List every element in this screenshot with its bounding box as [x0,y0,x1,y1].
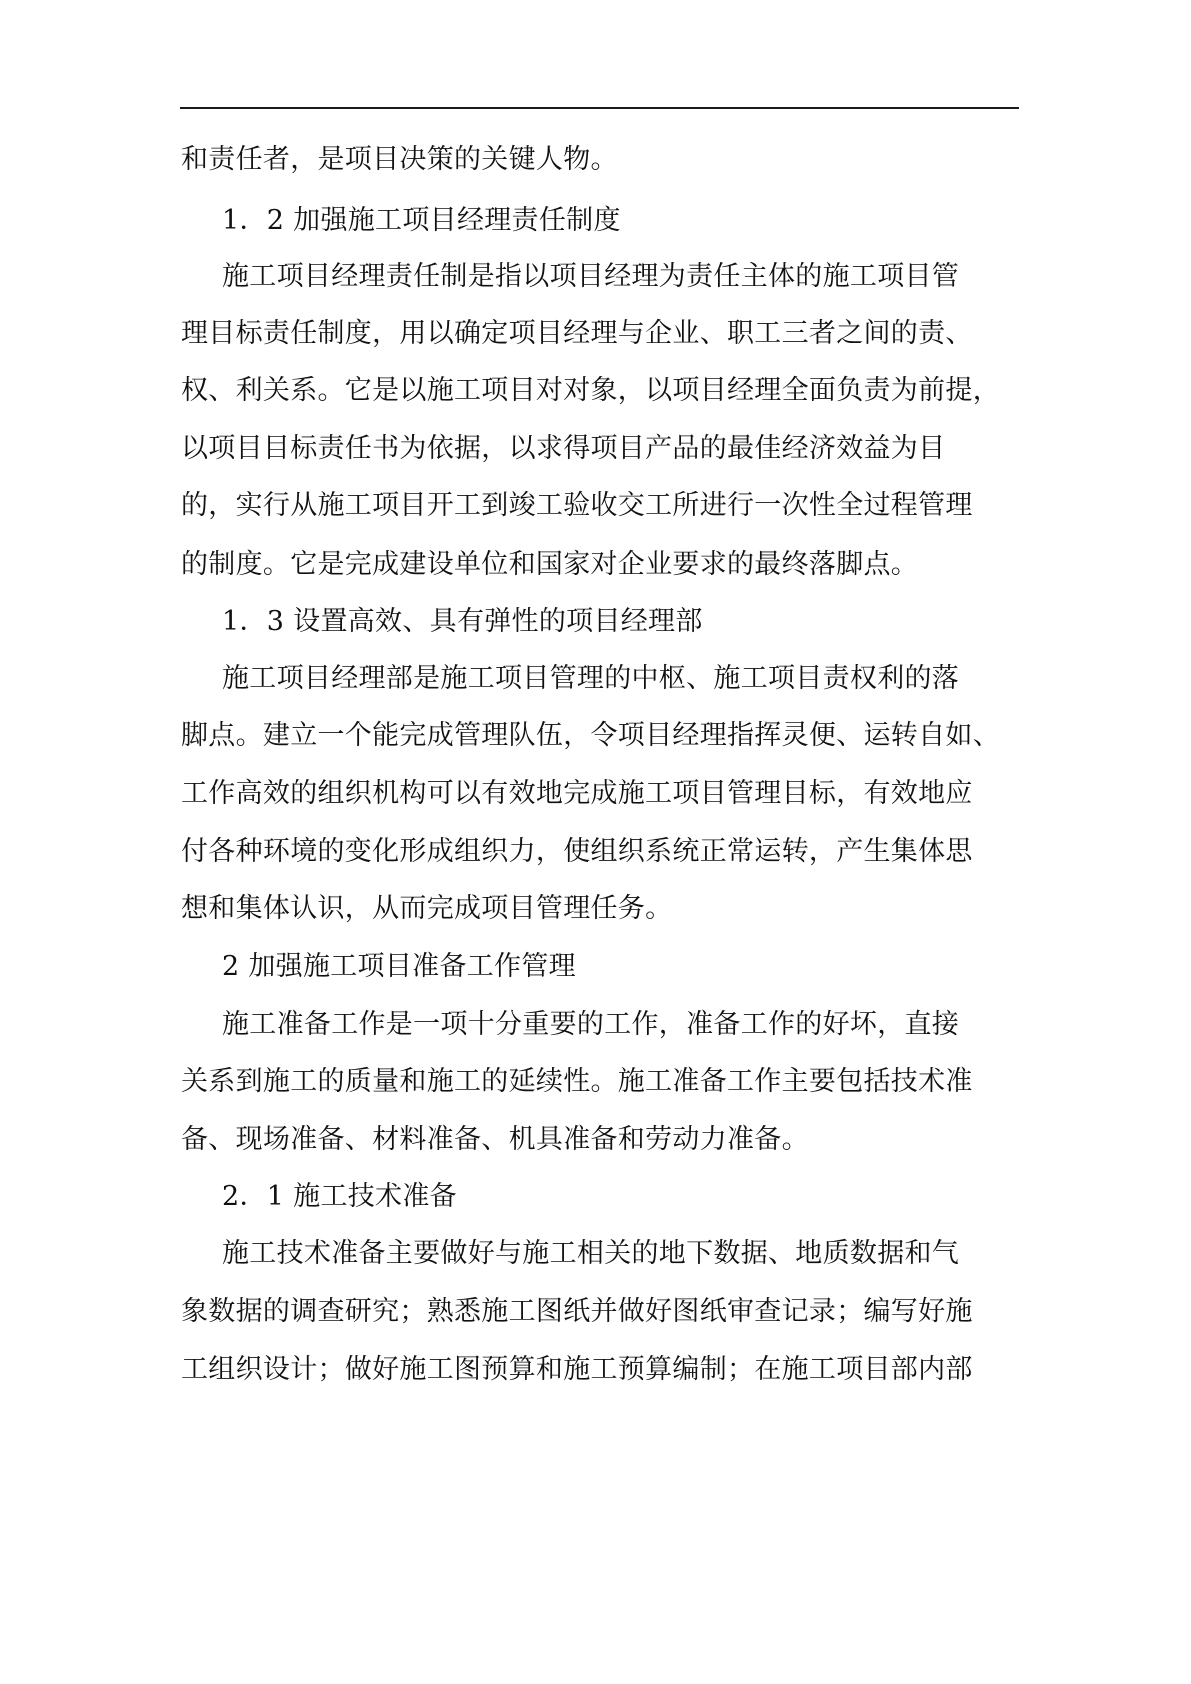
section-heading: 2 加强施工项目准备工作管理 [222,951,576,982]
body-line: 脚点。建立一个能完成管理队伍，令项目经理指挥灵便、运转自如、 [181,720,1000,751]
paragraph-first-line: 施工技术准备主要做好与施工相关的地下数据、地质数据和气 [222,1238,960,1269]
body-line: 想和集体认识，从而完成项目管理任务。 [181,893,673,924]
body-line: 的，实行从施工项目开工到竣工验收交工所进行一次性全过程管理 [181,490,973,521]
body-line: 权、利关系。它是以施工项目对对象，以项目经理全面负责为前提， [181,375,1000,406]
body-line: 付各种环境的变化形成组织力，使组织系统正常运转，产生集体思 [181,836,973,867]
body-line: 关系到施工的质量和施工的延续性。施工准备工作主要包括技术准 [181,1066,973,1097]
body-line: 理目标责任制度，用以确定项目经理与企业、职工三者之间的责、 [181,318,973,349]
section-heading: 1．2 加强施工项目经理责任制度 [222,205,621,236]
section-heading: 1．3 设置高效、具有弹性的项目经理部 [222,606,703,637]
section-heading: 2．1 施工技术准备 [222,1181,457,1212]
body-line: 的制度。它是完成建设单位和国家对企业要求的最终落脚点。 [181,549,919,580]
body-line: 工作高效的组织机构可以有效地完成施工项目管理目标，有效地应 [181,778,973,809]
body-line: 工组织设计；做好施工图预算和施工预算编制；在施工项目部内部 [181,1354,973,1385]
paragraph-first-line: 施工准备工作是一项十分重要的工作，准备工作的好坏，直接 [222,1009,960,1040]
body-line: 以项目目标责任书为依据，以求得项目产品的最佳经济效益为目 [181,433,946,464]
body-line: 象数据的调查研究；熟悉施工图纸并做好图纸审查记录；编写好施 [181,1296,973,1327]
body-line: 和责任者，是项目决策的关键人物。 [181,144,618,175]
paragraph-first-line: 施工项目经理部是施工项目管理的中枢、施工项目责权利的落 [222,663,960,694]
body-line: 备、现场准备、材料准备、机具准备和劳动力准备。 [181,1124,809,1155]
paragraph-first-line: 施工项目经理责任制是指以项目经理为责任主体的施工项目管 [222,261,960,292]
header-rule [180,107,1019,109]
